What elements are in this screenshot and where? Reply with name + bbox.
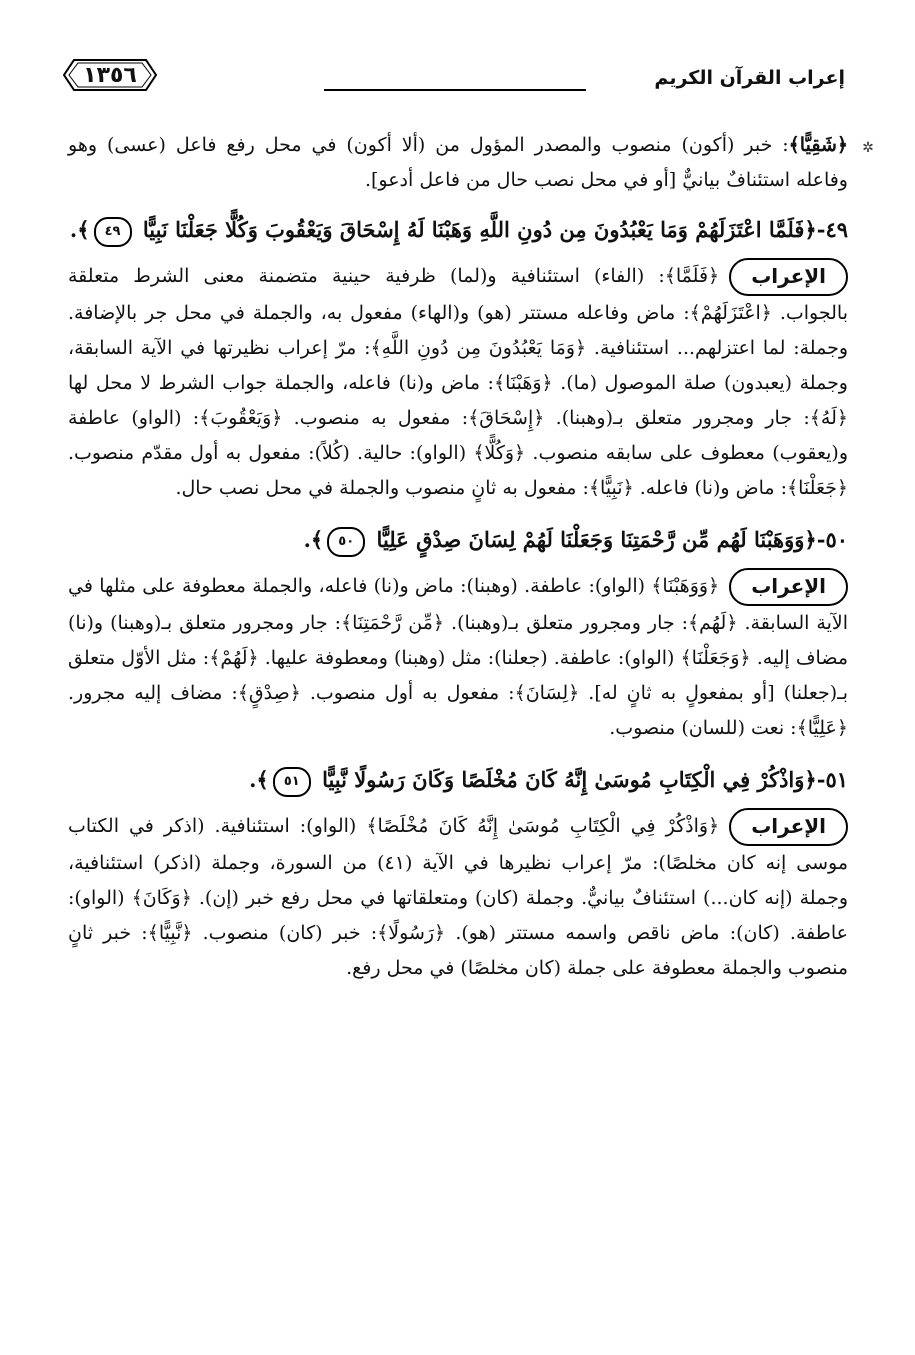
verse-number: ٤٩-	[816, 217, 848, 242]
star-ornament-icon: ✲	[862, 140, 874, 156]
page-header	[60, 55, 845, 105]
verse-text: ﴿وَاذْكُرْ فِي الْكِتَابِ مُوسَىٰ إِنَّهُ كَانَ مُخْلَصًا وَكَانَ رَسُولًا نَّبِيًّا	[322, 767, 817, 792]
intro-text: : خبر (أكون) منصوب والمصدر المؤول من (ألا أكون) في محل رفع فاعل (عسى) وهو وفاعله استئنافٌ بيانيٌّ [أو في محل نصب حال من فاعل أدعو].	[68, 134, 848, 191]
verse-close: ﴾.	[303, 527, 324, 552]
quran-word: ﴿شَقِيًّا﴾	[788, 134, 848, 156]
verse-text: ﴿وَوَهَبْنَا لَهُم مِّن رَّحْمَتِنَا وَجَعَلْنَا لَهُمْ لِسَانَ صِدْقٍ عَلِيًّا	[376, 527, 817, 552]
irab-text: ﴿وَوَهَبْنَا﴾ (الواو): عاطفة. (وهبنا): ماض و(نا) فاعله، والجملة معطوفة على مثلها في الآية السابقة. ﴿لَهُم﴾: جار ومجرور متعلق بـ(وهبنا). ﴿مِّن رَّحْمَتِنَا﴾: جار ومجرور متعلق بـ(وهبنا) و(نا) مضاف إليه. ﴿وَجَعَلْنَا﴾ (الواو): عاطفة. (جعلنا): مثل (وهبنا) ومعطوفة عليها. ﴿لَهُمْ﴾: مثل الأوّل متعلق بـ(جعلنا) [أو بمفعولٍ به ثانٍ له]. ﴿لِسَانَ﴾: مفعول به أول منصوب. ﴿صِدْقٍ﴾: مضاف إليه مجرور. ﴿عَلِيًّا﴾: نعت (للسان) منصوب.	[68, 575, 848, 739]
irab-51	[68, 808, 848, 986]
verse-51	[68, 760, 848, 800]
intro-paragraph	[68, 128, 848, 198]
irab-49	[68, 258, 848, 506]
irab-label-badge: الإعراب	[729, 568, 848, 606]
verse-number: ٥٠-	[816, 527, 848, 552]
irab-label-badge: الإعراب	[729, 258, 848, 296]
irab-text: ﴿فَلَمَّا﴾: (الفاء) استئنافية و(لما) ظرفية حينية متضمنة معنى الشرط متعلقة بالجواب. ﴿اعْتَزَلَهُمْ﴾: ماض وفاعله مستتر (هو) و(الهاء) مفعول به، والجملة في محل جر بالإضافة. وجملة: لما اعتزلهم... استئنافية. ﴿وَمَا يَعْبُدُونَ مِن دُونِ اللَّهِ﴾: مرّ إعراب نظيرتها في الآية السابقة، وجملة (يعبدون) صلة الموصول (ما). ﴿وَهَبْنَا﴾: ماض و(نا) فاعله، والجملة جواب الشرط لا محل لها ﴿لَهُ﴾: جار ومجرور متعلق بـ(وهبنا). ﴿إِسْحَاقَ﴾: مفعول به منصوب. ﴿وَيَعْقُوبَ﴾: (الواو) عاطفة و(يعقوب) معطوف على سابقه منصوب. ﴿وَكُلًّا﴾ (الواو): حالية. (كُلاً): مفعول به أول مقدّم منصوب. ﴿جَعَلْنَا﴾: ماض و(نا) فاعله. ﴿نَبِيًّا﴾: مفعول به ثانٍ منصوب والجملة في محل نصب حال.	[68, 265, 848, 499]
irab-text: ﴿وَاذْكُرْ فِي الْكِتَابِ مُوسَىٰ إِنَّهُ كَانَ مُخْلَصًا﴾ (الواو): استئنافية. (اذكر في الكتاب موسى إنه كان مخلصًا): مرّ إعراب نظيرها في الآية (٤١) من السورة، وجملة (اذكر) استئنافية، وجملة (إنه كان...) استئنافٌ بيانيٌّ. وجملة (كان) ومتعلقاتها في محل رفع خبر (إن). ﴿وَكَانَ﴾ (الواو): عاطفة. (كان): ماض ناقص واسمه مستتر (هو). ﴿رَسُولًا﴾: خبر (كان) منصوب. ﴿نَّبِيًّا﴾: خبر ثانٍ منصوب والجملة معطوفة على جملة (كان مخلصًا) في محل رفع.	[68, 815, 848, 979]
verse-number: ٥١-	[816, 767, 848, 792]
verse-close: ﴾.	[69, 217, 90, 242]
book-title: إعراب القرآن الكريم	[654, 67, 845, 89]
irab-label-badge: الإعراب	[729, 808, 848, 846]
ayah-number-mark: ٤٩	[94, 217, 132, 247]
verse-50	[68, 520, 848, 560]
ayah-number-mark: ٥٠	[327, 527, 365, 557]
page-number-frame	[60, 57, 160, 93]
verse-text: ﴿فَلَمَّا اعْتَزَلَهُمْ وَمَا يَعْبُدُونَ مِن دُونِ اللَّهِ وَهَبْنَا لَهُ إِسْحَاقَ وَيَعْقُوبَ وَكُلًّا جَعَلْنَا نَبِيًّا	[142, 217, 817, 242]
ayah-number-mark: ٥١	[273, 767, 311, 797]
page-body	[68, 128, 848, 986]
verse-49	[68, 210, 848, 250]
header-divider	[324, 89, 586, 91]
irab-50	[68, 568, 848, 746]
page-number: ١٣٥٦	[83, 62, 137, 88]
verse-close: ﴾.	[249, 767, 269, 792]
